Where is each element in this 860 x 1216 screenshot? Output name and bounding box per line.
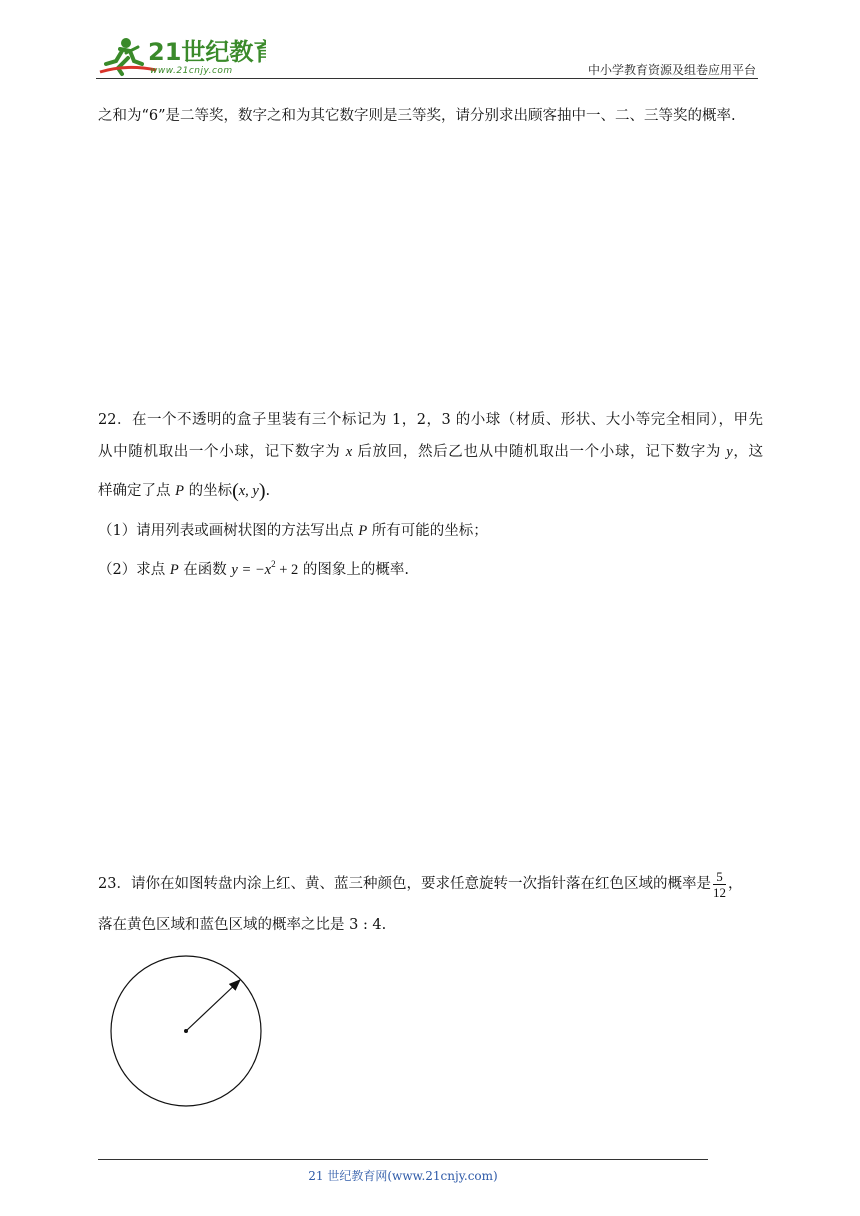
footer-divider bbox=[98, 1159, 708, 1160]
q23-line-2: 落在黄色区域和蓝色区域的概率之比是 3 : 4. bbox=[98, 917, 387, 933]
spinner-center-dot bbox=[184, 1029, 188, 1033]
probability-fraction: $\frac{5}{12}$ bbox=[712, 868, 726, 900]
q22-part-1: （1）请用列表或画树状图的方法写出点 P 所有可能的坐标； bbox=[98, 523, 488, 539]
coordinate-xy: x, y bbox=[238, 483, 259, 499]
q23-line-1: 23．请你在如图转盘内涂上红、黄、蓝三种颜色，要求任意旋转一次指针落在红色区域的概率是 $\frac{5}{12}$ ， bbox=[98, 868, 743, 900]
spinner-pointer-arrow bbox=[186, 980, 240, 1031]
header-divider bbox=[96, 78, 758, 79]
platform-name: 中小学教育资源及组卷应用平台 bbox=[587, 63, 756, 77]
spinner-diagram bbox=[108, 953, 266, 1111]
q22-line-2: 从中随机取出一个小球，记下数字为 x 后放回，然后乙也从中随机取出一个小球，记下数字为 y，这 bbox=[98, 444, 764, 460]
site-logo bbox=[96, 34, 266, 78]
svg-text:21世纪教育: 21世纪教育 bbox=[148, 38, 266, 66]
q22-line-3: 样确定了点 P 的坐标(x, y). bbox=[98, 480, 271, 502]
q21-text-tail: 之和为“6”是二等奖，数字之和为其它数字则是三等奖，请分别求出顾客抽中一、二、三等奖的概率. bbox=[98, 108, 736, 124]
svg-text:www.21cnjy.com: www.21cnjy.com bbox=[150, 66, 233, 76]
q22-line-1: 22．在一个不透明的盒子里装有三个标记为 1，2，3 的小球（材质、形状、大小等完全相同），甲先 bbox=[98, 412, 763, 428]
function-expression: $y = -x^2 + 2$ bbox=[231, 559, 299, 578]
runner-logo-icon bbox=[96, 34, 266, 78]
footer-text: 21 世纪教育网(www.21cnjy.com) bbox=[308, 1169, 498, 1183]
q22-part-2: （2）求点 P 在函数 $y = -x^2 + 2$ 的图象上的概率. bbox=[98, 559, 410, 578]
